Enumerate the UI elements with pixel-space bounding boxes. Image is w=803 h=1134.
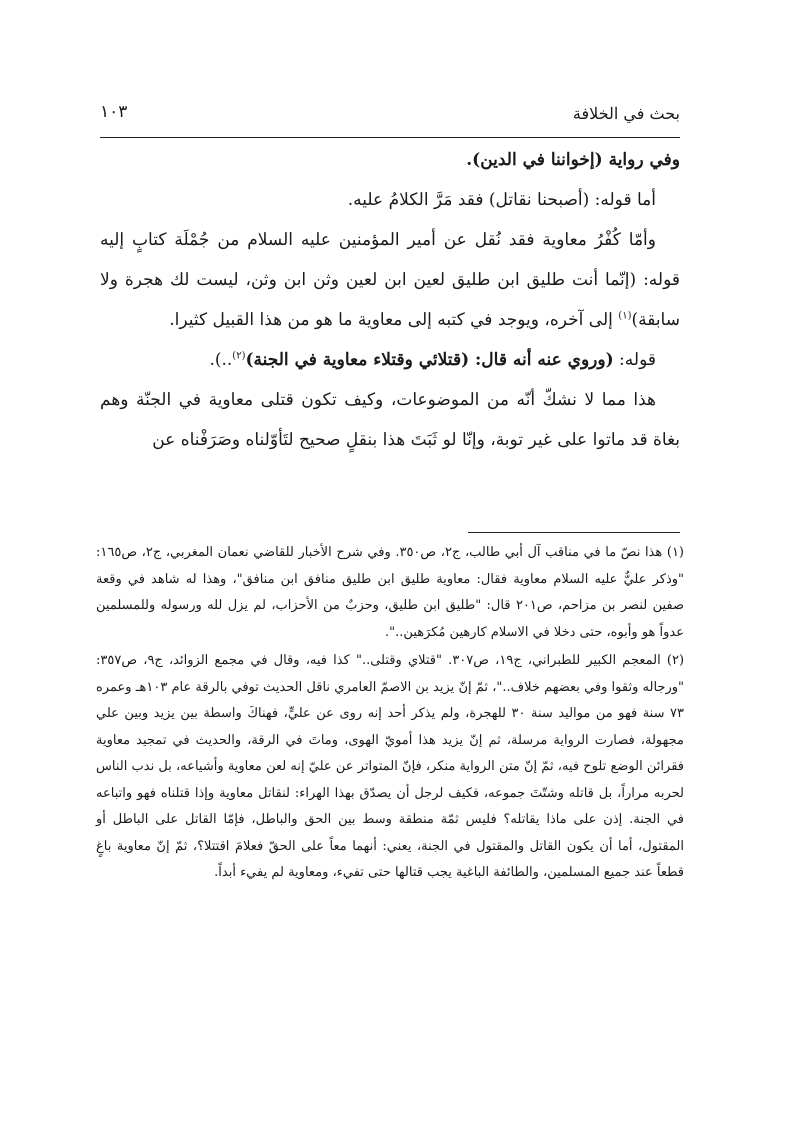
- letter-quote-tail: إلى آخره، ويوجد في كتبه إلى معاوية ما هو من هذا القبيل كثيرا.: [169, 310, 619, 330]
- hadith-text: (وروي عنه أنه قال: (قتلائي وقتلاء معاوية في الجنة): [245, 350, 614, 370]
- footnotes: [96, 540, 684, 889]
- letter-quote-text: وأمّا كُفْرُ معاوية فقد نُقل عن أمير المؤمنين عليه السلام من جُمْلَة كتابٍ إليه قوله: (إنّما أنت طليق ابن طليق لعين ابن لعين وثن ابن وثن، ليست لك هجرة ولا سابقة): [100, 230, 680, 330]
- footnote-separator: [468, 532, 680, 533]
- footnote-ref-1[interactable]: (١): [618, 310, 632, 322]
- page-header: [100, 100, 680, 134]
- paragraph-rebuttal: هذا مما لا نشكّ أنّه من الموضوعات، وكيف تكون قتلى معاوية في الجنّة وهم بغاة قد ماتوا على غير توبة، وإنّا لو ثَبَتَ هذا بنقلٍ صحيح لتَأوّلناه وصَرَفْناه عن: [100, 390, 680, 450]
- paragraph-letter-quote: [100, 220, 680, 340]
- hadith-lead: قوله:: [613, 350, 656, 370]
- hadith-tail: ..).: [209, 350, 233, 370]
- footnote-ref-2[interactable]: (٢): [232, 350, 246, 362]
- paragraph-saying: أما قوله: (أصبحنا نقاتل) فقد مَرَّ الكلامُ عليه.: [347, 190, 656, 210]
- running-title: بحث في الخلافة: [572, 104, 680, 123]
- footnote-1: (١) هذا نصّ ما في مناقب آل أبي طالب، ج٢، ص٣٥٠. وفي شرح الأخبار للقاضي نعمان المغربي، ج٢، ص١٦٥: "وذكر عليٌّ عليه السلام معاوية فقال: معاوية طليق ابن طليق منافق ابن منافق"، وهذا له شاهد في وقعة صفين لنصر بن مزاحم، ص٢٠١ قال: "طليق ابن طليق، وحزبٌ من الأحزاب، لم يزل لله ورسوله وللمسلمين عدواً هو وأبوه، حتى دخلا في الاسلام كارهين مُكرَهين..".: [96, 545, 685, 640]
- main-text: [100, 140, 680, 460]
- paragraph-narration: وفي رواية (إخواننا في الدين).: [466, 150, 680, 170]
- header-rule: [100, 137, 680, 138]
- page-number: ١٠٣: [100, 102, 128, 122]
- paragraph-hadith-claim: [100, 340, 680, 380]
- footnote-2: (٢) المعجم الكبير للطبراني، ج١٩، ص٣٠٧. "قتلاي وقتلى.." كذا فيه، وقال في مجمع الزوائد، ج٩، ص٣٥٧: "ورجاله وثقوا وفي بعضهم خلاف.."، ثمّ إنّ يزيد بن الاصمّ العامري ناقل الحديث توفي بالرقة عام ١٠٣هـ وعمره ٧٣ سنة فهو من مواليد سنة ٣٠ للهجرة، ولم يذكر أحد إنه روى عن عليٍّ، فهناكَ واسطة بين يزيد وبين علي مجهولة، فصارت الرواية مرسلة، ثم إنّ يزيد هذا أمويّ الهوى، وماتَ في الرقة، والحديث في تمجيد معاوية فقرائن الوضع تلوح فيه، ثمّ إنّ متن الرواية منكر، فإنّ المتواتر عن عليّ إنه لعن معاوية وأشياعه، بل ندب الناس لحربه مراراً، بل قاتله وشتّتَ جموعه، فكيف لرجل أن يصدّق بهذا الهراء: لنقاتل معاوية وإذا قتلناه فهو واتباعه في الجنة. إذن على ماذا يقاتله؟ فليس ثمّة منطقة وسط بين الحق والباطل، فإمّا القاتل على الباطل أو المقتول، أما أن يكون القاتل والمقتول في الجنة، يعني: أنهما معاً على الحقّ فعلامَ اقتتلا؟، ثمّ إنّ معاوية باغٍ قطعاً عند جميع المسلمين، والطائفة الباغية يجب قتالها حتى تفيء، ومعاوية لم يفيء أبداً.: [96, 653, 685, 880]
